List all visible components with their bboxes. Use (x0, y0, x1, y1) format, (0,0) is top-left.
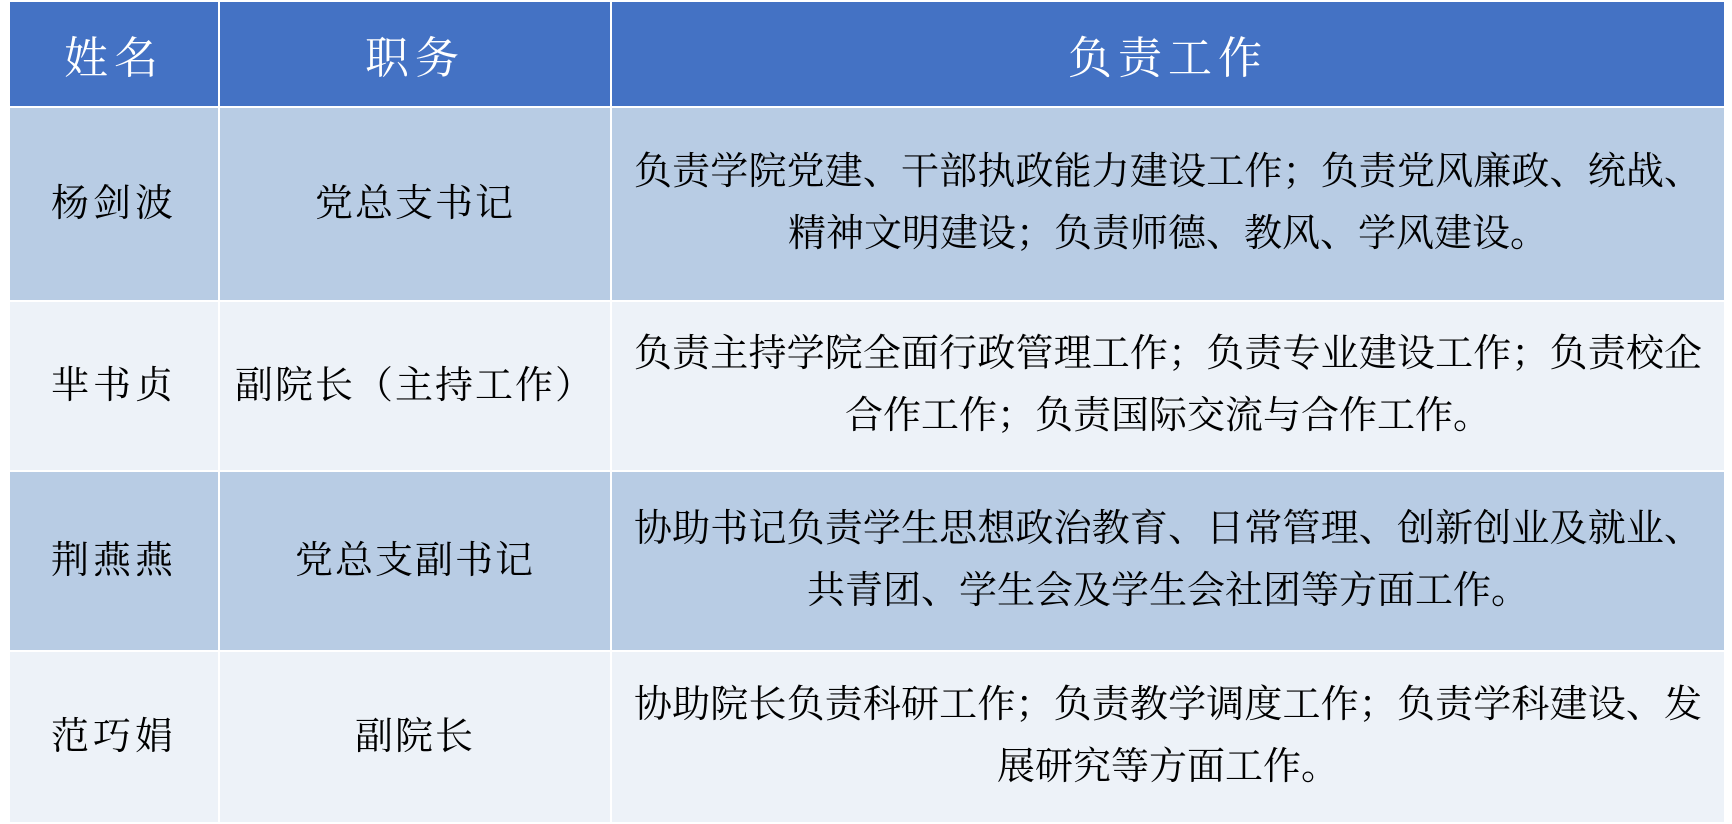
cell-name: 杨剑波 (9, 107, 219, 301)
cell-post: 党总支副书记 (219, 471, 611, 651)
leadership-duty-table (8, 0, 1726, 824)
cell-duty: 负责学院党建、干部执政能力建设工作；负责党风廉政、统战、精神文明建设；负责师德、教风、学风建设。 (611, 107, 1725, 301)
table-body (9, 107, 1725, 823)
cell-post: 副院长（主持工作） (219, 301, 611, 471)
cell-duty: 负责主持学院全面行政管理工作；负责专业建设工作；负责校企合作工作；负责国际交流与合作工作。 (611, 301, 1725, 471)
table-header (9, 1, 1725, 107)
table-row (9, 107, 1725, 301)
column-header-post: 职务 (219, 1, 611, 107)
cell-duty: 协助书记负责学生思想政治教育、日常管理、创新创业及就业、共青团、学生会及学生会社团等方面工作。 (611, 471, 1725, 651)
cell-name: 荆燕燕 (9, 471, 219, 651)
table-row (9, 651, 1725, 823)
cell-post: 党总支书记 (219, 107, 611, 301)
table-row (9, 471, 1725, 651)
table-header-row (9, 1, 1725, 107)
column-header-duty: 负责工作 (611, 1, 1725, 107)
cell-name: 范巧娟 (9, 651, 219, 823)
cell-duty: 协助院长负责科研工作；负责教学调度工作；负责学科建设、发展研究等方面工作。 (611, 651, 1725, 823)
cell-post: 副院长 (219, 651, 611, 823)
column-header-name: 姓名 (9, 1, 219, 107)
table-row (9, 301, 1725, 471)
cell-name: 芈书贞 (9, 301, 219, 471)
